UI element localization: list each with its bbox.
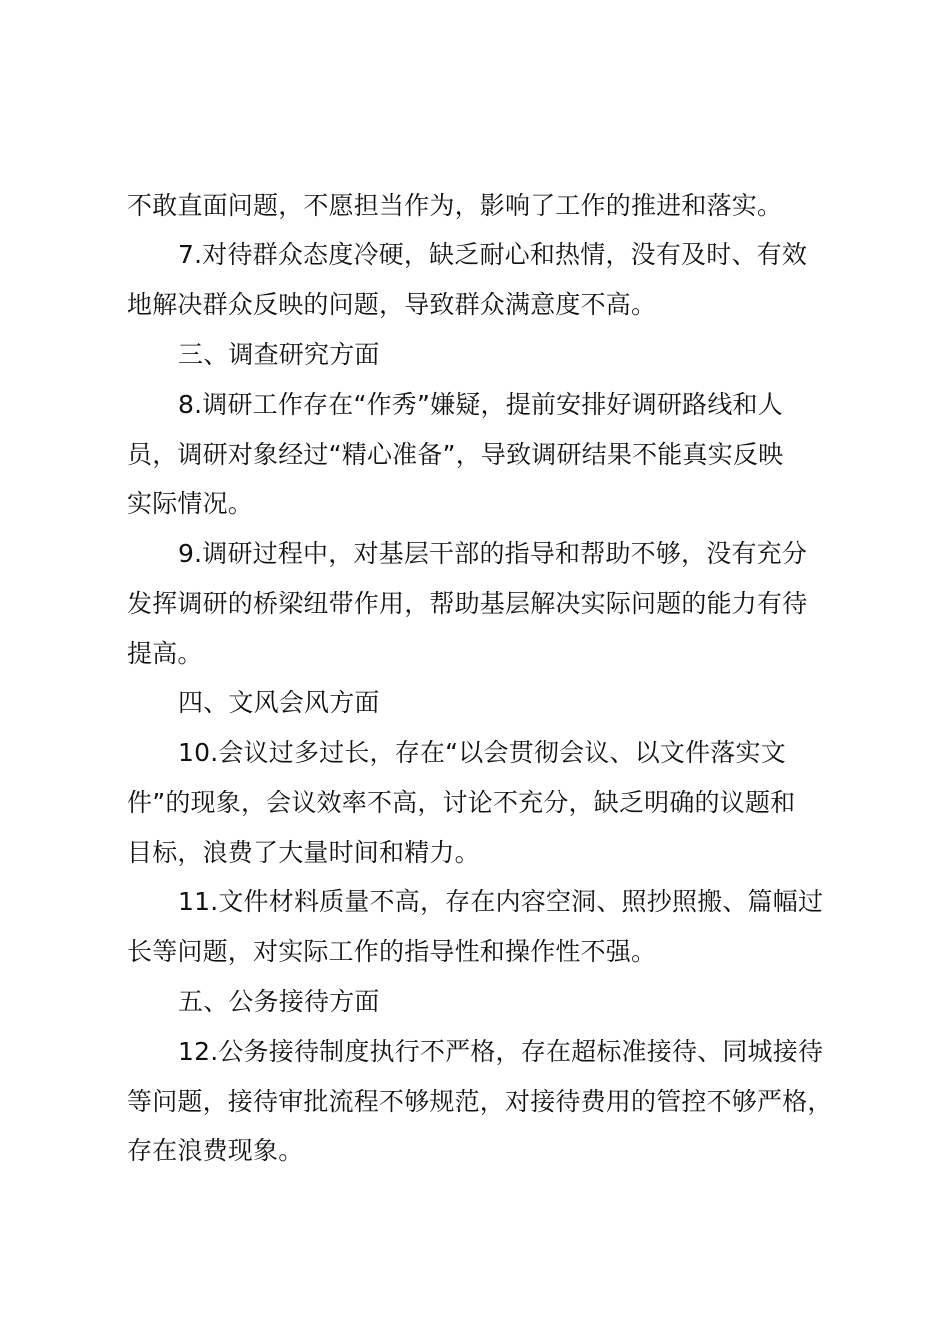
item-9-line-1: 9.调研过程中，对基层干部的指导和帮助不够，没有充分 xyxy=(178,539,808,568)
item-10-line-2: 件”的现象，会议效率不高，讨论不充分，缺乏明确的议题和 xyxy=(127,788,796,817)
item-8-line-2: 员，调研对象经过“精心准备”，导致调研结果不能真实反映 xyxy=(127,440,784,469)
item-12-line-1: 12.公务接待制度执行不严格，存在超标准接待、同城接待 xyxy=(178,1037,824,1066)
item-7-line-2: 地解决群众反映的问题，导致群众满意度不高。 xyxy=(127,290,657,319)
item-7-line-1: 7.对待群众态度冷硬，缺乏耐心和热情，没有及时、有效 xyxy=(178,240,808,269)
section-heading-4: 四、文风会风方面 xyxy=(178,688,380,717)
item-9-line-3: 提高。 xyxy=(127,639,203,668)
item-9-line-2: 发挥调研的桥梁纽带作用，帮助基层解决实际问题的能力有待 xyxy=(127,589,808,618)
item-10-line-3: 目标，浪费了大量时间和精力。 xyxy=(127,838,480,867)
section-heading-5: 五、公务接待方面 xyxy=(178,987,380,1016)
item-10-line-1: 10.会议过多过长，存在“以会贯彻会议、以文件落实文 xyxy=(178,738,786,767)
section-heading-3: 三、调查研究方面 xyxy=(178,340,380,369)
item-8-line-1: 8.调研工作存在“作秀”嫌疑，提前安排好调研路线和人 xyxy=(178,390,783,419)
item-11-line-1: 11.文件材料质量不高，存在内容空洞、照抄照搬、篇幅过 xyxy=(178,887,824,916)
item-12-line-3: 存在浪费现象。 xyxy=(127,1136,304,1165)
text-line-1: 不敢直面问题，不愿担当作为，影响了工作的推进和落实。 xyxy=(127,191,783,220)
item-8-line-3: 实际情况。 xyxy=(127,489,254,518)
item-12-line-2: 等问题，接待审批流程不够规范，对接待费用的管控不够严格， xyxy=(127,1087,833,1116)
item-11-line-2: 长等问题，对实际工作的指导性和操作性不强。 xyxy=(127,937,657,966)
